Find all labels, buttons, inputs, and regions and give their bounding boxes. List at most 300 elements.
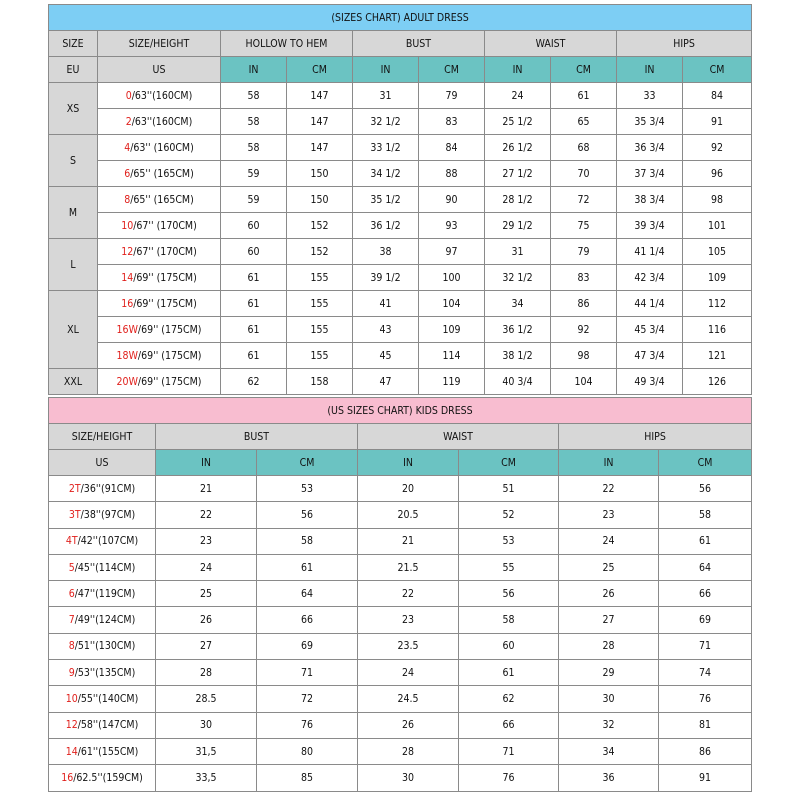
us-size: 4T [65,535,78,548]
measurement-cell: 104 [419,291,485,317]
unit-cm-header: CM [659,450,752,476]
size-height-cell [98,369,221,395]
measurement-cell: 75 [551,213,617,239]
measurement-cell: 116 [683,317,752,343]
measurement-cell: 47 [353,369,419,395]
measurement-cell: 155 [287,265,353,291]
adult-size-chart [48,4,752,395]
height: /55''(140CM) [77,693,139,706]
table-row [49,83,752,109]
measurement-cell: 71 [459,738,559,764]
us-size: 6 [124,167,131,180]
table-row [49,528,752,554]
measurement-cell: 22 [559,476,659,502]
us-size: 7 [68,614,75,627]
measurement-cell: 62 [459,686,559,712]
us-size: 5 [68,561,75,574]
measurement-cell: 91 [659,765,752,791]
unit-in-header: IN [358,450,459,476]
us-size: 9 [68,666,75,679]
size-height-cell [49,686,156,712]
size-label: XXL [49,369,98,395]
measurement-cell: 35 1/2 [353,187,419,213]
measurement-cell: 61 [459,660,559,686]
measurement-cell: 72 [551,187,617,213]
measurement-cell: 36 1/2 [485,317,551,343]
group-header-bust: BUST [156,424,358,450]
measurement-cell: 126 [683,369,752,395]
measurement-cell: 61 [551,83,617,109]
table-row [49,317,752,343]
table-row [49,502,752,528]
unit-in-header: IN [221,57,287,83]
height: /69'' (175CM) [137,323,202,336]
measurement-cell: 31,5 [156,738,257,764]
measurement-cell: 70 [551,161,617,187]
height: /38''(97CM) [80,508,136,521]
measurement-cell: 29 [559,660,659,686]
size-height-cell [98,135,221,161]
table-row [49,161,752,187]
size-height-cell [49,502,156,528]
height: /36''(91CM) [80,482,136,495]
measurement-cell: 58 [459,607,559,633]
table-row [49,265,752,291]
us-size: 16 [61,771,74,784]
measurement-cell: 61 [221,291,287,317]
measurement-cell: 68 [551,135,617,161]
measurement-cell: 58 [221,83,287,109]
measurement-cell: 28 1/2 [485,187,551,213]
measurement-cell: 41 [353,291,419,317]
measurement-cell: 23.5 [358,633,459,659]
measurement-cell: 26 [559,581,659,607]
measurement-cell: 27 1/2 [485,161,551,187]
measurement-cell: 74 [659,660,752,686]
measurement-cell: 90 [419,187,485,213]
measurement-cell: 64 [659,554,752,580]
measurement-cell: 80 [257,738,358,764]
measurement-cell: 24 [358,660,459,686]
height: /65'' (165CM) [130,193,194,206]
measurement-cell: 58 [659,502,752,528]
measurement-cell: 53 [459,528,559,554]
us-size: 14 [65,745,78,758]
us-size: 16 [121,297,134,310]
size-height-cell [98,265,221,291]
height: /61''(155CM) [77,745,139,758]
height: /67'' (170CM) [133,245,197,258]
measurement-cell: 34 1/2 [353,161,419,187]
measurement-cell: 24 [559,528,659,554]
table-row [49,581,752,607]
us-size: 8 [124,193,131,206]
size-height-cell [49,528,156,554]
table-row [49,109,752,135]
measurement-cell: 84 [683,83,752,109]
measurement-cell: 36 1/2 [353,213,419,239]
measurement-cell: 101 [683,213,752,239]
measurement-cell: 33,5 [156,765,257,791]
unit-in-header: IN [353,57,419,83]
measurement-cell: 23 [559,502,659,528]
measurement-cell: 98 [683,187,752,213]
measurement-cell: 58 [257,528,358,554]
col-eu-header: EU [49,57,98,83]
measurement-cell: 92 [683,135,752,161]
measurement-cell: 56 [459,581,559,607]
height: /49''(124CM) [74,614,136,627]
measurement-cell: 84 [419,135,485,161]
measurement-cell: 36 3/4 [617,135,683,161]
measurement-cell: 55 [459,554,559,580]
size-height-cell [49,765,156,791]
measurement-cell: 112 [683,291,752,317]
us-size: 2T [68,482,81,495]
measurement-cell: 150 [287,161,353,187]
us-size: 10 [65,693,78,706]
measurement-cell: 25 [156,581,257,607]
measurement-cell: 88 [419,161,485,187]
measurement-cell: 21 [358,528,459,554]
us-size: 14 [121,271,134,284]
measurement-cell: 56 [257,502,358,528]
measurement-cell: 26 1/2 [485,135,551,161]
measurement-cell: 24 [485,83,551,109]
measurement-cell: 155 [287,317,353,343]
measurement-cell: 92 [551,317,617,343]
measurement-cell: 76 [459,765,559,791]
measurement-cell: 23 [358,607,459,633]
unit-in-header: IN [156,450,257,476]
size-height-cell [49,607,156,633]
measurement-cell: 51 [459,476,559,502]
measurement-cell: 22 [156,502,257,528]
measurement-cell: 36 [559,765,659,791]
measurement-cell: 43 [353,317,419,343]
height: /47''(119CM) [74,587,136,600]
measurement-cell: 76 [257,712,358,738]
size-height-cell [49,738,156,764]
table-row [49,765,752,791]
height: /63'' (160CM) [130,141,194,154]
height: /67'' (170CM) [133,219,197,232]
measurement-cell: 34 [559,738,659,764]
height: /63''(160CM) [131,115,193,128]
measurement-cell: 32 [559,712,659,738]
us-size: 0 [125,89,132,102]
col-size-height-header: SIZE/HEIGHT [98,31,221,57]
measurement-cell: 21 [156,476,257,502]
size-height-cell [49,712,156,738]
unit-cm-header: CM [459,450,559,476]
us-size: 2 [125,115,132,128]
measurement-cell: 60 [221,239,287,265]
measurement-cell: 66 [257,607,358,633]
measurement-cell: 97 [419,239,485,265]
measurement-cell: 28.5 [156,686,257,712]
measurement-cell: 155 [287,291,353,317]
measurement-cell: 26 [156,607,257,633]
size-height-cell [49,554,156,580]
measurement-cell: 61 [221,265,287,291]
size-label: S [49,135,98,187]
group-header-hips: HIPS [559,424,752,450]
height: /69'' (175CM) [133,271,197,284]
measurement-cell: 58 [221,135,287,161]
table-row [49,135,752,161]
measurement-cell: 45 [353,343,419,369]
measurement-cell: 62 [221,369,287,395]
size-label: L [49,239,98,291]
measurement-cell: 28 [358,738,459,764]
measurement-cell: 147 [287,135,353,161]
table-row [49,607,752,633]
measurement-cell: 61 [659,528,752,554]
table-row [49,213,752,239]
measurement-cell: 60 [459,633,559,659]
size-height-cell [98,109,221,135]
measurement-cell: 61 [221,317,287,343]
table-row [49,476,752,502]
height: /53''(135CM) [74,666,136,679]
measurement-cell: 65 [551,109,617,135]
col-us-header: US [49,450,156,476]
measurement-cell: 109 [683,265,752,291]
measurement-cell: 31 [353,83,419,109]
unit-cm-header: CM [683,57,752,83]
group-header-waist: WAIST [485,31,617,57]
measurement-cell: 32 1/2 [485,265,551,291]
us-size: 10 [121,219,134,232]
measurement-cell: 27 [559,607,659,633]
unit-cm-header: CM [551,57,617,83]
measurement-cell: 34 [485,291,551,317]
us-size: 20W [116,375,138,388]
table-row [49,187,752,213]
table-row [49,633,752,659]
measurement-cell: 71 [257,660,358,686]
unit-in-header: IN [485,57,551,83]
measurement-cell: 66 [459,712,559,738]
measurement-cell: 152 [287,239,353,265]
measurement-cell: 42 3/4 [617,265,683,291]
us-size: 4 [124,141,131,154]
table-row [49,712,752,738]
measurement-cell: 21.5 [358,554,459,580]
measurement-cell: 25 1/2 [485,109,551,135]
unit-in-header: IN [617,57,683,83]
table-row [49,291,752,317]
measurement-cell: 61 [221,343,287,369]
measurement-cell: 150 [287,187,353,213]
size-height-cell [98,343,221,369]
measurement-cell: 79 [551,239,617,265]
measurement-cell: 24.5 [358,686,459,712]
measurement-cell: 60 [221,213,287,239]
measurement-cell: 104 [551,369,617,395]
measurement-cell: 147 [287,83,353,109]
measurement-cell: 33 1/2 [353,135,419,161]
measurement-cell: 83 [551,265,617,291]
measurement-cell: 44 1/4 [617,291,683,317]
size-label: M [49,187,98,239]
measurement-cell: 61 [257,554,358,580]
us-size: 18W [116,349,138,362]
measurement-cell: 100 [419,265,485,291]
measurement-cell: 39 3/4 [617,213,683,239]
size-height-cell [98,317,221,343]
group-header-waist: WAIST [358,424,559,450]
measurement-cell: 86 [551,291,617,317]
measurement-cell: 24 [156,554,257,580]
measurement-cell: 152 [287,213,353,239]
measurement-cell: 30 [358,765,459,791]
measurement-cell: 29 1/2 [485,213,551,239]
height: /65'' (165CM) [130,167,194,180]
size-height-cell [98,83,221,109]
measurement-cell: 119 [419,369,485,395]
group-header-hips: HIPS [617,31,752,57]
us-size: 12 [65,719,78,732]
measurement-cell: 105 [683,239,752,265]
measurement-cell: 155 [287,343,353,369]
table-row [49,343,752,369]
col-size-height-header: SIZE/HEIGHT [49,424,156,450]
measurement-cell: 91 [683,109,752,135]
us-size: 12 [121,245,134,258]
measurement-cell: 52 [459,502,559,528]
measurement-cell: 31 [485,239,551,265]
unit-cm-header: CM [419,57,485,83]
table-row [49,369,752,395]
us-size: 16W [116,323,138,336]
table-row [49,660,752,686]
measurement-cell: 38 1/2 [485,343,551,369]
size-height-cell [98,161,221,187]
adult-chart-title: (SIZES CHART) ADULT DRESS [49,5,752,31]
height: /63''(160CM) [131,89,193,102]
measurement-cell: 76 [659,686,752,712]
measurement-cell: 96 [683,161,752,187]
measurement-cell: 45 3/4 [617,317,683,343]
measurement-cell: 28 [559,633,659,659]
size-height-cell [49,581,156,607]
height: /45''(114CM) [74,561,136,574]
measurement-cell: 98 [551,343,617,369]
size-height-cell [98,291,221,317]
kids-chart-title: (US SIZES CHART) KIDS DRESS [49,398,752,424]
table-row [49,239,752,265]
measurement-cell: 39 1/2 [353,265,419,291]
measurement-cell: 59 [221,161,287,187]
measurement-cell: 38 [353,239,419,265]
measurement-cell: 121 [683,343,752,369]
measurement-cell: 147 [287,109,353,135]
measurement-cell: 72 [257,686,358,712]
height: /69'' (175CM) [133,297,197,310]
size-height-cell [49,660,156,686]
measurement-cell: 85 [257,765,358,791]
size-height-cell [98,239,221,265]
measurement-cell: 66 [659,581,752,607]
col-us-header: US [98,57,221,83]
measurement-cell: 23 [156,528,257,554]
measurement-cell: 69 [659,607,752,633]
kids-size-chart [48,397,752,792]
measurement-cell: 30 [559,686,659,712]
measurement-cell: 158 [287,369,353,395]
measurement-cell: 37 3/4 [617,161,683,187]
measurement-cell: 49 3/4 [617,369,683,395]
measurement-cell: 22 [358,581,459,607]
size-label: XS [49,83,98,135]
size-height-cell [49,476,156,502]
height: /62.5''(159CM) [73,771,143,784]
measurement-cell: 114 [419,343,485,369]
size-height-cell [98,187,221,213]
size-label: XL [49,291,98,369]
measurement-cell: 109 [419,317,485,343]
us-size: 6 [68,587,75,600]
measurement-cell: 25 [559,554,659,580]
measurement-cell: 58 [221,109,287,135]
measurement-cell: 27 [156,633,257,659]
measurement-cell: 35 3/4 [617,109,683,135]
measurement-cell: 38 3/4 [617,187,683,213]
group-header-hollow-to-hem: HOLLOW TO HEM [221,31,353,57]
measurement-cell: 20.5 [358,502,459,528]
table-row [49,554,752,580]
measurement-cell: 86 [659,738,752,764]
measurement-cell: 47 3/4 [617,343,683,369]
measurement-cell: 33 [617,83,683,109]
size-height-cell [49,633,156,659]
measurement-cell: 81 [659,712,752,738]
table-row [49,738,752,764]
us-size: 8 [68,640,75,653]
unit-in-header: IN [559,450,659,476]
height: /42''(107CM) [77,535,139,548]
measurement-cell: 71 [659,633,752,659]
height: /69'' (175CM) [137,349,202,362]
height: /51''(130CM) [74,640,136,653]
height: /58''(147CM) [77,719,139,732]
us-size: 3T [68,508,81,521]
table-row [49,686,752,712]
measurement-cell: 41 1/4 [617,239,683,265]
measurement-cell: 79 [419,83,485,109]
measurement-cell: 69 [257,633,358,659]
unit-cm-header: CM [257,450,358,476]
measurement-cell: 20 [358,476,459,502]
group-header-bust: BUST [353,31,485,57]
measurement-cell: 53 [257,476,358,502]
size-height-cell [98,213,221,239]
measurement-cell: 28 [156,660,257,686]
measurement-cell: 40 3/4 [485,369,551,395]
col-size-header: SIZE [49,31,98,57]
height: /69'' (175CM) [137,375,202,388]
measurement-cell: 56 [659,476,752,502]
measurement-cell: 83 [419,109,485,135]
measurement-cell: 59 [221,187,287,213]
measurement-cell: 93 [419,213,485,239]
measurement-cell: 30 [156,712,257,738]
measurement-cell: 26 [358,712,459,738]
measurement-cell: 32 1/2 [353,109,419,135]
measurement-cell: 64 [257,581,358,607]
